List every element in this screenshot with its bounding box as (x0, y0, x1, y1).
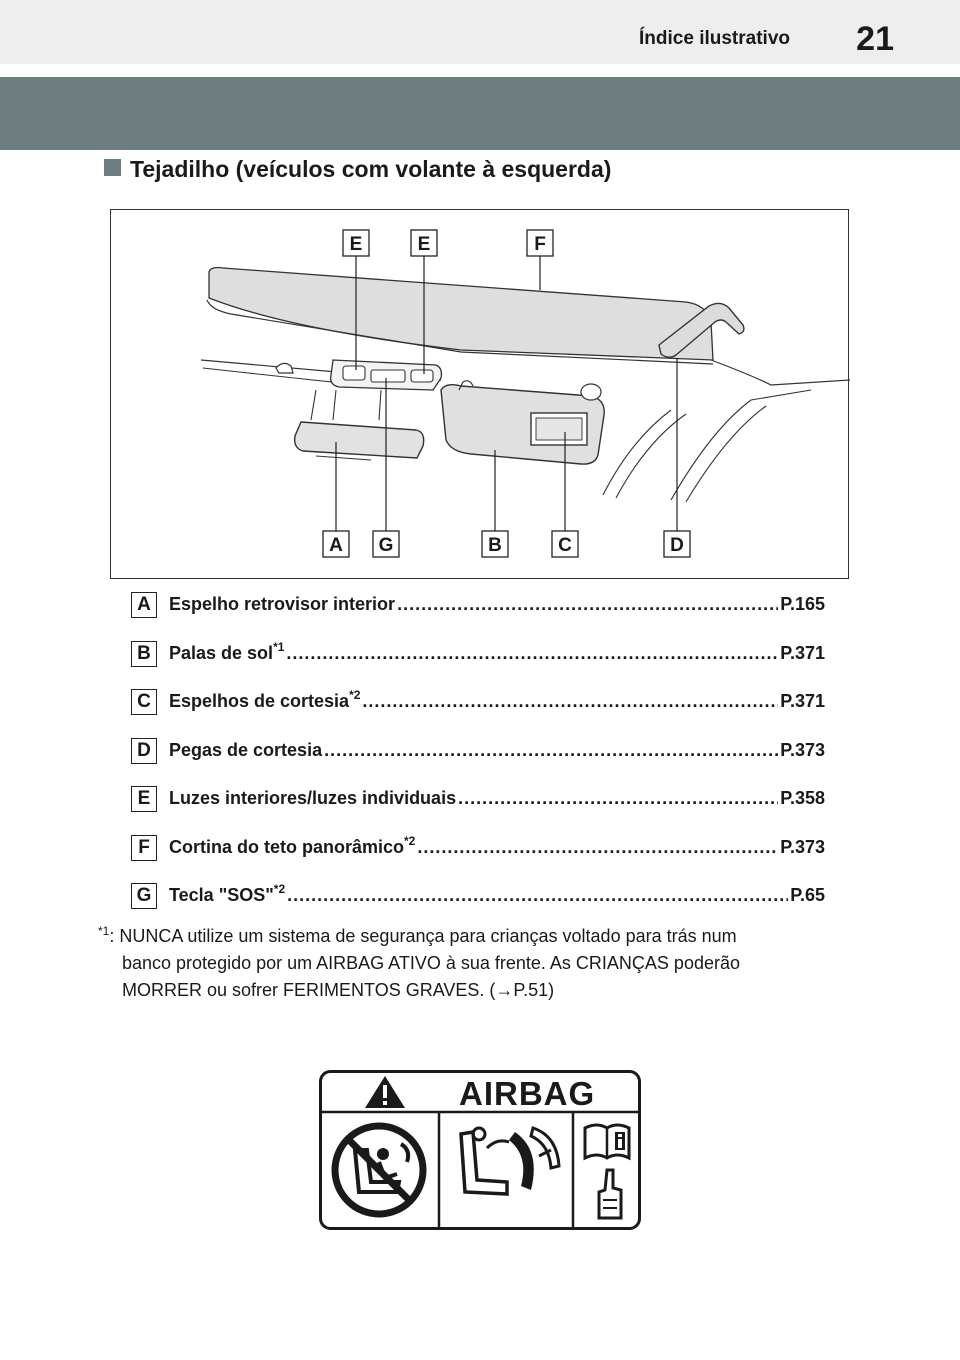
legend-label (169, 740, 322, 761)
manual-book-icon (585, 1125, 629, 1158)
callout-B (482, 531, 508, 557)
airbag-label-text: AIRBAG (459, 1075, 596, 1112)
legend-label (169, 639, 285, 664)
leader-dots (362, 691, 778, 712)
roof-illustration (110, 209, 849, 579)
legend-label (169, 688, 361, 712)
legend-label-text: Cortina do teto panorâmico (169, 836, 405, 857)
legend-page-ref[interactable]: P.371 (780, 642, 825, 663)
header-strip (0, 0, 960, 64)
right-pillar-2 (671, 390, 811, 500)
legend-label-text: Espelhos de cortesia (169, 691, 350, 711)
section-heading-text: Tejadilho (veículos com volante à esquerda) (130, 156, 612, 182)
legend-item (131, 689, 825, 738)
visor-hinge (581, 384, 601, 400)
legend-letter: E (131, 786, 157, 812)
rearview-mirror-base (316, 456, 371, 460)
footnote (98, 923, 838, 1004)
legend-label-text: Espelho retrovisor interior (169, 594, 396, 614)
callout-G (373, 531, 399, 557)
legend-label-text: Pegas de cortesia (169, 739, 323, 760)
legend-item (131, 738, 825, 787)
legend-page-ref[interactable]: P.373 (780, 836, 825, 857)
callout-E1-letter: E (349, 234, 363, 255)
right-pillar-4 (603, 410, 671, 495)
legend-line (169, 594, 825, 615)
roof-clip (276, 363, 293, 373)
legend-line (169, 833, 825, 858)
leader-dots (287, 885, 788, 906)
footnote-line-3: MORRER ou sofrer FERIMENTOS GRAVES. (→P.51) (122, 980, 555, 1000)
bullet-square-icon (104, 159, 121, 176)
legend-sup: *1 (273, 639, 285, 654)
legend-letter: B (131, 641, 157, 667)
sos-button (371, 370, 405, 382)
right-pillar (711, 360, 850, 385)
panoramic-roof-shade (209, 268, 713, 361)
leader-dots (397, 594, 778, 615)
footnote-line-1: : NUNCA utilize um sistema de segurança para crianças voltado para trás num (109, 926, 737, 946)
vanity-mirror-glass (536, 418, 582, 440)
callout-B-letter: B (488, 535, 502, 556)
header-title: Índice ilustrativo (639, 28, 790, 49)
legend-sup: *2 (273, 882, 286, 896)
callout-G-letter: G (378, 535, 394, 556)
legend-list (131, 592, 825, 932)
legend-letter: D (131, 738, 157, 764)
legend-sup: *2 (349, 688, 361, 702)
rearview-mirror (295, 422, 424, 458)
legend-label (169, 594, 395, 615)
legend-label (169, 882, 286, 906)
interior-light-left (343, 366, 365, 380)
legend-item (131, 641, 825, 690)
callout-F-letter: F (534, 234, 546, 255)
leader-dots (417, 837, 778, 858)
section-banner (0, 77, 960, 150)
footnote-marker: *1 (98, 924, 110, 938)
legend-line (169, 639, 825, 664)
legend-item (131, 835, 825, 884)
legend-item (131, 786, 825, 835)
callout-D (664, 531, 690, 557)
legend-letter: A (131, 592, 157, 618)
airbag-warning-label (319, 1070, 641, 1230)
legend-line (169, 688, 825, 712)
legend-letter: F (131, 835, 157, 861)
callout-C (552, 531, 578, 557)
legend-page-ref[interactable]: P.65 (790, 885, 825, 905)
mirror-stalk (311, 390, 381, 420)
callout-E2 (411, 230, 437, 256)
roof-illustration-drawing (111, 210, 850, 580)
callout-F (527, 230, 553, 256)
legend-line (169, 882, 825, 906)
callout-E1 (343, 230, 369, 256)
legend-letter: C (131, 689, 157, 715)
legend-line (169, 788, 825, 809)
legend-page-ref[interactable]: P.371 (780, 691, 825, 711)
legend-sup: *2 (404, 833, 416, 848)
legend-letter: G (131, 883, 157, 909)
callout-C-letter: C (558, 535, 572, 556)
legend-page-ref[interactable]: P.373 (780, 739, 825, 760)
no-child-seat-icon (335, 1126, 423, 1214)
legend-label-text: Palas de sol (169, 642, 274, 663)
section-heading (104, 156, 611, 183)
page-number: 21 (856, 20, 894, 58)
callout-A-letter: A (329, 535, 343, 556)
callout-A (323, 531, 349, 557)
legend-label-text: Tecla "SOS" (169, 885, 274, 905)
legend-line (169, 740, 825, 761)
legend-label (169, 833, 416, 858)
legend-page-ref[interactable]: P.358 (780, 788, 825, 808)
leader-dots (286, 643, 778, 664)
leader-dots (324, 740, 778, 761)
legend-label-text: Luzes interiores/luzes individuais (169, 788, 457, 808)
leader-dots (458, 788, 778, 809)
footnote-line-2: banco protegido por um AIRBAG ATIVO à sua frente. As CRIANÇAS poderão (122, 953, 740, 973)
legend-page-ref[interactable]: P.165 (780, 594, 825, 614)
interior-light-right (411, 370, 433, 382)
legend-item (131, 592, 825, 641)
callout-E2-letter: E (417, 234, 431, 255)
right-pillar-3 (686, 406, 766, 502)
legend-label (169, 788, 456, 809)
callout-D-letter: D (670, 535, 684, 556)
